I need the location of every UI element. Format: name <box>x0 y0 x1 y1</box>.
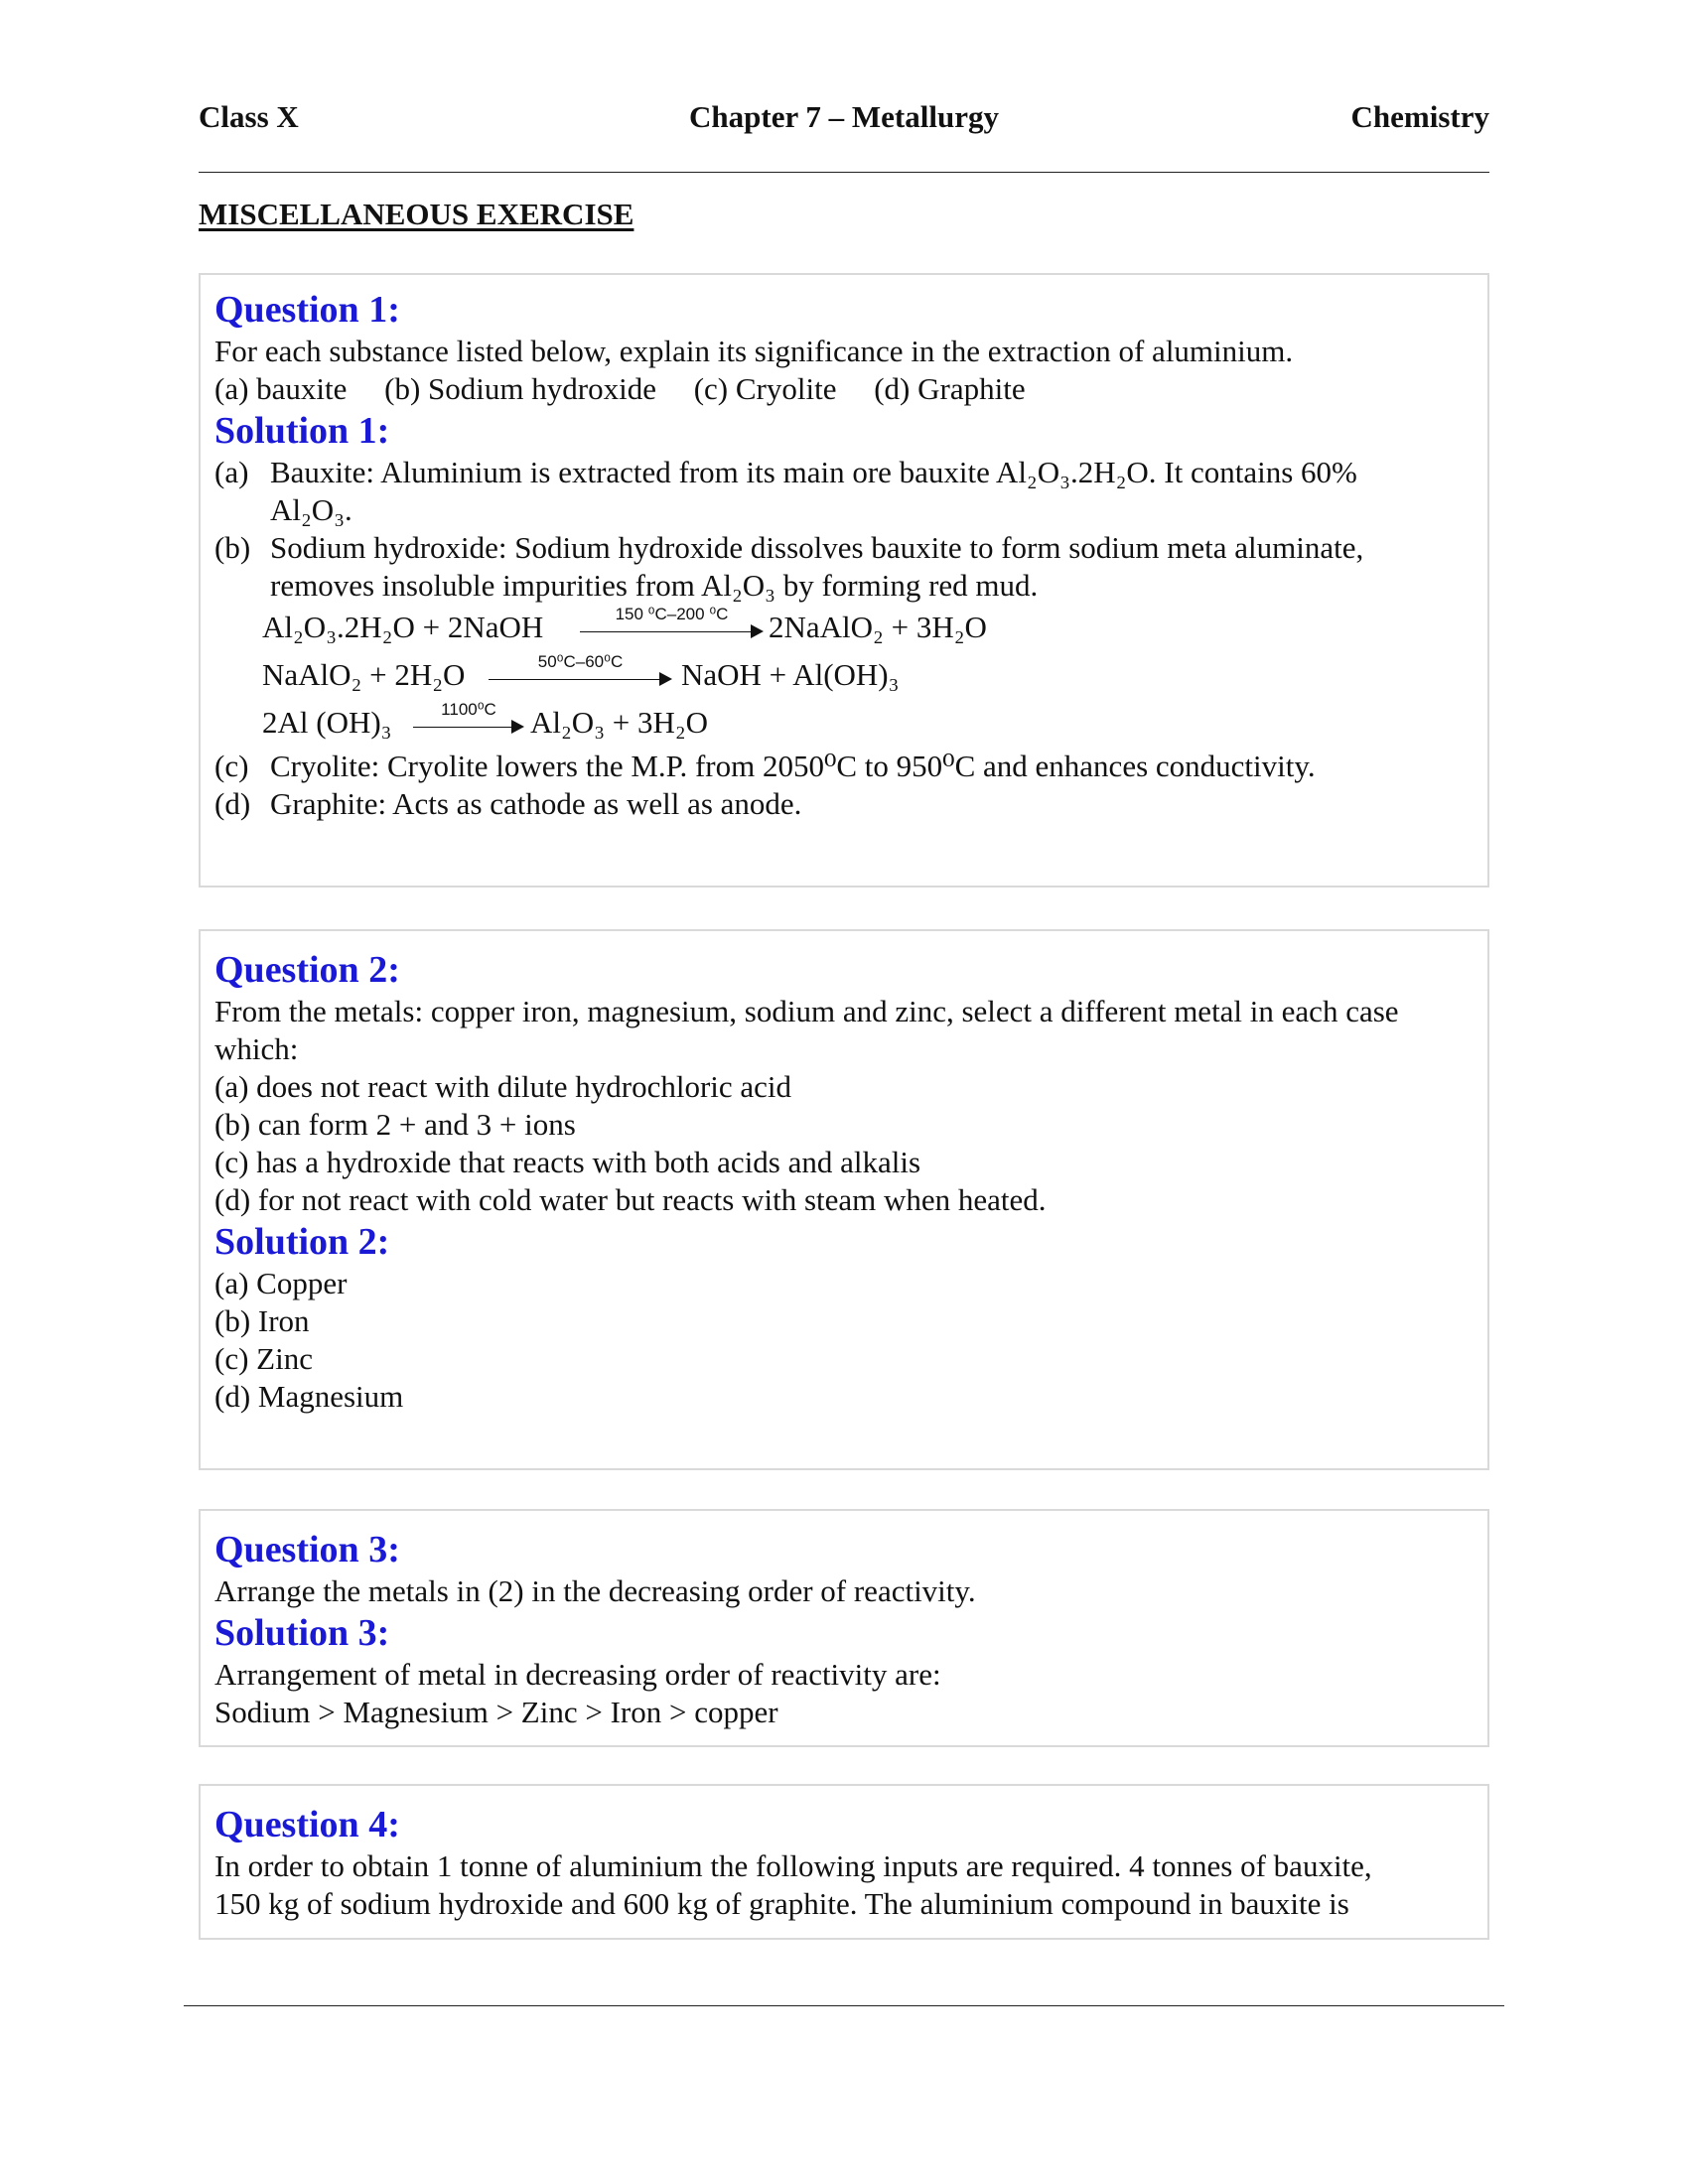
solution-3-order: Sodium > Magnesium > Zinc > Iron > copper <box>214 1695 778 1729</box>
item-a-text: Bauxite: Aluminium is extracted from its main ore bauxite Al₂O₃.2H₂O. It contains 60% <box>270 455 1357 489</box>
item-c-text: Cryolite: Cryolite lowers the M.P. from 2050⁰C to 950⁰C and enhances conductivity. <box>270 749 1316 783</box>
item-d-text: Graphite: Acts as cathode as well as anode. <box>270 786 802 821</box>
reaction-arrow <box>489 652 672 696</box>
solution-3-text: Arrangement of metal in decreasing order of reactivity are: <box>214 1657 941 1692</box>
section-title: MISCELLANEOUS EXERCISE <box>199 197 634 231</box>
question-2-part-c: (c) has a hydroxide that reacts with both acids and alkalis <box>214 1145 921 1179</box>
equation-lhs: NaAlO₂ + 2H₂O <box>262 657 466 692</box>
question-2-part-d: (d) for not react with cold water but reacts with steam when heated. <box>214 1182 1047 1217</box>
equation-lhs: Al₂O₃.2H₂O + 2NaOH <box>262 610 544 644</box>
equation-1 <box>262 605 1474 652</box>
solution-1-item-a <box>214 454 1474 529</box>
page-header <box>199 99 1489 143</box>
question-2-part-a: (a) does not react with dilute hydrochloric acid <box>214 1069 792 1104</box>
item-b-text: Sodium hydroxide: Sodium hydroxide dissolves bauxite to form sodium meta aluminate, removes insoluble impurities from Al₂O₃ by forming red mud. <box>270 530 1364 603</box>
option-c: (c) Cryolite <box>693 371 837 406</box>
reaction-arrow <box>413 700 524 744</box>
equation-lhs: 2Al (OH)₃ <box>262 705 392 740</box>
solution-2-answer-b: (b) Iron <box>214 1303 310 1338</box>
question-2-text: From the metals: copper iron, magnesium, sodium and zinc, select a different metal in each case <box>214 994 1399 1028</box>
solution-2-answer-c: (c) Zinc <box>214 1341 313 1376</box>
solution-1-item-c <box>214 748 1474 785</box>
question-3-heading: Question 3: <box>214 1529 400 1570</box>
reaction-arrow <box>580 605 764 648</box>
solution-2-heading: Solution 2: <box>214 1221 390 1263</box>
chapter-title: Chapter 7 – Metallurgy <box>689 99 999 134</box>
question-2-part-b: (b) can form 2 + and 3 + ions <box>214 1107 576 1142</box>
question-4-heading: Question 4: <box>214 1804 400 1845</box>
item-a-text-cont: Al₂O₃. <box>270 492 352 527</box>
equation-3 <box>262 700 1474 748</box>
reaction-condition: 1100⁰C <box>441 700 496 719</box>
option-d: (d) Graphite <box>874 371 1026 406</box>
question-4-box <box>199 1784 1489 1940</box>
footer-divider <box>184 2005 1504 2006</box>
item-label: (b) <box>214 530 251 565</box>
question-2-heading: Question 2: <box>214 949 400 991</box>
class-label: Class X <box>199 99 299 134</box>
item-label: (d) <box>214 786 251 821</box>
question-1-box <box>199 273 1489 887</box>
reaction-condition: 50⁰C–60⁰C <box>537 652 624 671</box>
solution-2-answer-d: (d) Magnesium <box>214 1379 404 1414</box>
solution-1-heading: Solution 1: <box>214 410 390 452</box>
question-4-text: In order to obtain 1 tonne of aluminium the following inputs are required. 4 tonnes of bauxite, <box>214 1848 1372 1883</box>
equation-rhs: Al₂O₃ + 3H₂O <box>530 705 709 740</box>
solution-2-answer-a: (a) Copper <box>214 1266 348 1300</box>
question-3-text: Arrange the metals in (2) in the decreasing order of reactivity. <box>214 1573 976 1608</box>
question-2-text-cont: which: <box>214 1031 299 1066</box>
header-divider <box>199 172 1489 173</box>
solution-3-heading: Solution 3: <box>214 1612 390 1654</box>
solution-1-item-d <box>214 785 1474 823</box>
question-1-options <box>214 370 1474 408</box>
reaction-condition: 150 ⁰C–200 ⁰C <box>615 605 729 623</box>
equation-rhs: 2NaAlO₂ + 3H₂O <box>769 610 987 644</box>
solution-1-item-b <box>214 529 1474 605</box>
equation-2 <box>262 652 1474 700</box>
question-1-text: For each substance listed below, explain its significance in the extraction of aluminium. <box>214 334 1294 368</box>
question-3-box <box>199 1509 1489 1747</box>
equation-rhs: NaOH + Al(OH)₃ <box>681 657 900 692</box>
question-2-box <box>199 929 1489 1470</box>
item-label: (a) <box>214 455 249 489</box>
item-label: (c) <box>214 749 249 783</box>
question-1-heading: Question 1: <box>214 289 400 331</box>
subject-label: Chemistry <box>1350 99 1489 134</box>
option-b: (b) Sodium hydroxide <box>384 371 656 406</box>
option-a: (a) bauxite <box>214 371 348 406</box>
question-4-text-cont: 150 kg of sodium hydroxide and 600 kg of graphite. The aluminium compound in bauxite is <box>214 1886 1349 1921</box>
